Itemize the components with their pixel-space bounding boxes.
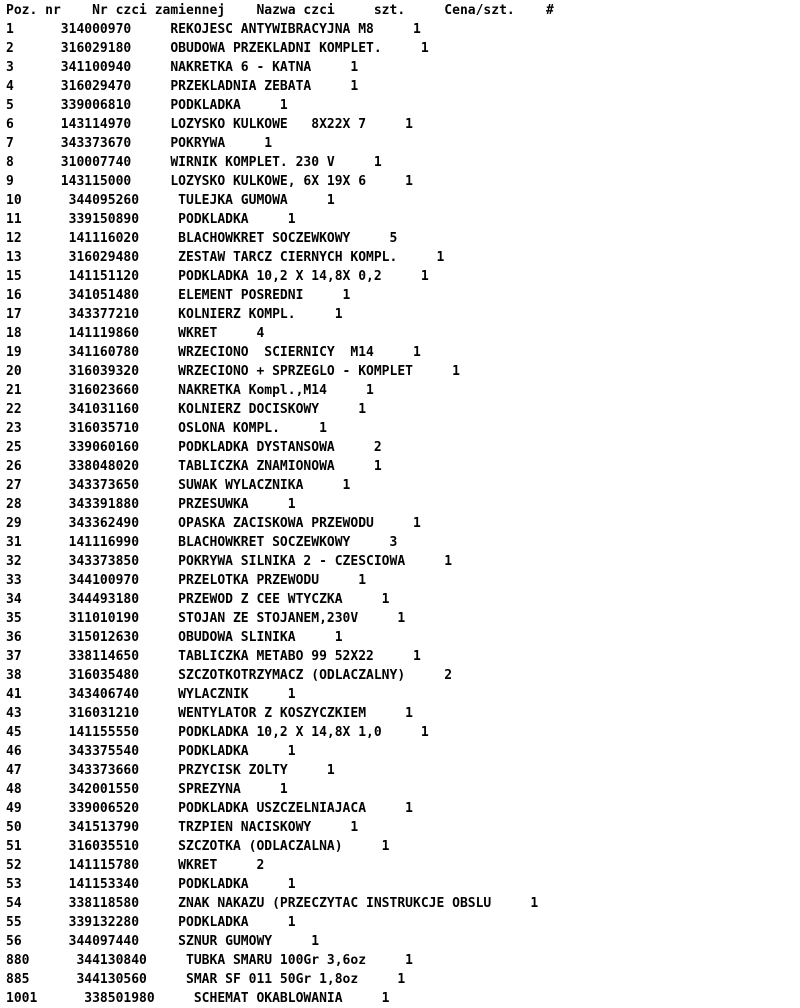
- parts-list-row: 55 339132280 PODKLADKA 1: [6, 915, 296, 930]
- parts-list-row: 22 341031160 KOLNIERZ DOCISKOWY 1: [6, 402, 367, 417]
- parts-list-row: 34 344493180 PRZEWOD Z CEE WTYCZKA 1: [6, 592, 390, 607]
- parts-list-rows: [6, 20, 800, 1008]
- parts-list-row: 20 316039320 WRZECIONO + SPRZEGLO - KOMPLET 1: [6, 364, 460, 379]
- parts-list-row: 49 339006520 PODKLADKA USZCZELNIAJACA 1: [6, 801, 413, 816]
- parts-list-row: 15 141151120 PODKLADKA 10,2 X 14,8X 0,2 1: [6, 269, 429, 284]
- parts-list-row: 51 316035510 SZCZOTKA (ODLACZALNA) 1: [6, 839, 390, 854]
- parts-list-row: 7 343373670 POKRYWA 1: [6, 136, 273, 151]
- parts-list-row: 37 338114650 TABLICZKA METABO 99 52X22 1: [6, 649, 421, 664]
- parts-list-row: 10 344095260 TULEJKA GUMOWA 1: [6, 193, 335, 208]
- parts-list-row: 28 343391880 PRZESUWKA 1: [6, 497, 296, 512]
- parts-list-row: 5 339006810 PODKLADKA 1: [6, 98, 288, 113]
- parts-list-row: 4 316029470 PRZEKLADNIA ZEBATA 1: [6, 79, 359, 94]
- parts-list-row: 1001 338501980 SCHEMAT OKABLOWANIA 1: [6, 991, 390, 1006]
- parts-list-row: 23 316035710 OSLONA KOMPL. 1: [6, 421, 327, 436]
- parts-list-row: 46 343375540 PODKLADKA 1: [6, 744, 296, 759]
- parts-list-row: 36 315012630 OBUDOWA SLINIKA 1: [6, 630, 343, 645]
- parts-list-row: 35 311010190 STOJAN ZE STOJANEM,230V 1: [6, 611, 406, 626]
- parts-list-row: 48 342001550 SPREZYNA 1: [6, 782, 288, 797]
- parts-list-row: 33 344100970 PRZELOTKA PRZEWODU 1: [6, 573, 367, 588]
- parts-list-row: 41 343406740 WYLACZNIK 1: [6, 687, 296, 702]
- parts-list-row: 45 141155550 PODKLADKA 10,2 X 14,8X 1,0 1: [6, 725, 429, 740]
- parts-list-row: 17 343377210 KOLNIERZ KOMPL. 1: [6, 307, 343, 322]
- parts-list-row: 52 141115780 WKRET 2: [6, 858, 265, 873]
- parts-list-row: 2 316029180 OBUDOWA PRZEKLADNI KOMPLET. 1: [6, 41, 429, 56]
- parts-list-row: 1 314000970 REKOJESC ANTYWIBRACYJNA M8 1: [6, 22, 421, 37]
- parts-list-row: 6 143114970 LOZYSKO KULKOWE 8X22X 7 1: [6, 117, 413, 132]
- parts-list-row: 21 316023660 NAKRETKA Kompl.,M14 1: [6, 383, 374, 398]
- parts-list-row: 56 344097440 SZNUR GUMOWY 1: [6, 934, 320, 949]
- parts-list-row: 31 141116990 BLACHOWKRET SOCZEWKOWY 3: [6, 535, 398, 550]
- parts-list-row: 19 341160780 WRZECIONO SCIERNICY M14 1: [6, 345, 421, 360]
- parts-list-row: 29 343362490 OPASKA ZACISKOWA PRZEWODU 1: [6, 516, 421, 531]
- parts-list-header: Poz. nr Nr czci zamiennej Nazwa czci szt. Cena/szt. #: [6, 3, 554, 18]
- parts-list-row: 880 344130840 TUBKA SMARU 100Gr 3,6oz 1: [6, 953, 413, 968]
- parts-list-row: 53 141153340 PODKLADKA 1: [6, 877, 296, 892]
- parts-list-row: 43 316031210 WENTYLATOR Z KOSZYCZKIEM 1: [6, 706, 413, 721]
- parts-list-row: 54 338118580 ZNAK NAKAZU (PRZECZYTAC INSTRUKCJE OBSLU 1: [6, 896, 539, 911]
- parts-list-row: 18 141119860 WKRET 4: [6, 326, 265, 341]
- parts-list-row: 32 343373850 POKRYWA SILNIKA 2 - CZESCIOWA 1: [6, 554, 453, 569]
- parts-list-row: 885 344130560 SMAR SF 011 50Gr 1,8oz 1: [6, 972, 406, 987]
- parts-list-row: 47 343373660 PRZYCISK ZOLTY 1: [6, 763, 335, 778]
- parts-list-row: 11 339150890 PODKLADKA 1: [6, 212, 296, 227]
- parts-list-row: 50 341513790 TRZPIEN NACISKOWY 1: [6, 820, 359, 835]
- parts-list-row: 13 316029480 ZESTAW TARCZ CIERNYCH KOMPL. 1: [6, 250, 445, 265]
- parts-list-row: 16 341051480 ELEMENT POSREDNI 1: [6, 288, 351, 303]
- parts-list-row: 12 141116020 BLACHOWKRET SOCZEWKOWY 5: [6, 231, 398, 246]
- parts-list-row: 9 143115000 LOZYSKO KULKOWE, 6X 19X 6 1: [6, 174, 413, 189]
- parts-list-row: 25 339060160 PODKLADKA DYSTANSOWA 2: [6, 440, 382, 455]
- parts-list-row: 38 316035480 SZCZOTKOTRZYMACZ (ODLACZALNY) 2: [6, 668, 453, 683]
- parts-list-row: 27 343373650 SUWAK WYLACZNIKA 1: [6, 478, 351, 493]
- parts-list-row: 3 341100940 NAKRETKA 6 - KATNA 1: [6, 60, 359, 75]
- parts-list-row: 8 310007740 WIRNIK KOMPLET. 230 V 1: [6, 155, 382, 170]
- parts-list-row: 26 338048020 TABLICZKA ZNAMIONOWA 1: [6, 459, 382, 474]
